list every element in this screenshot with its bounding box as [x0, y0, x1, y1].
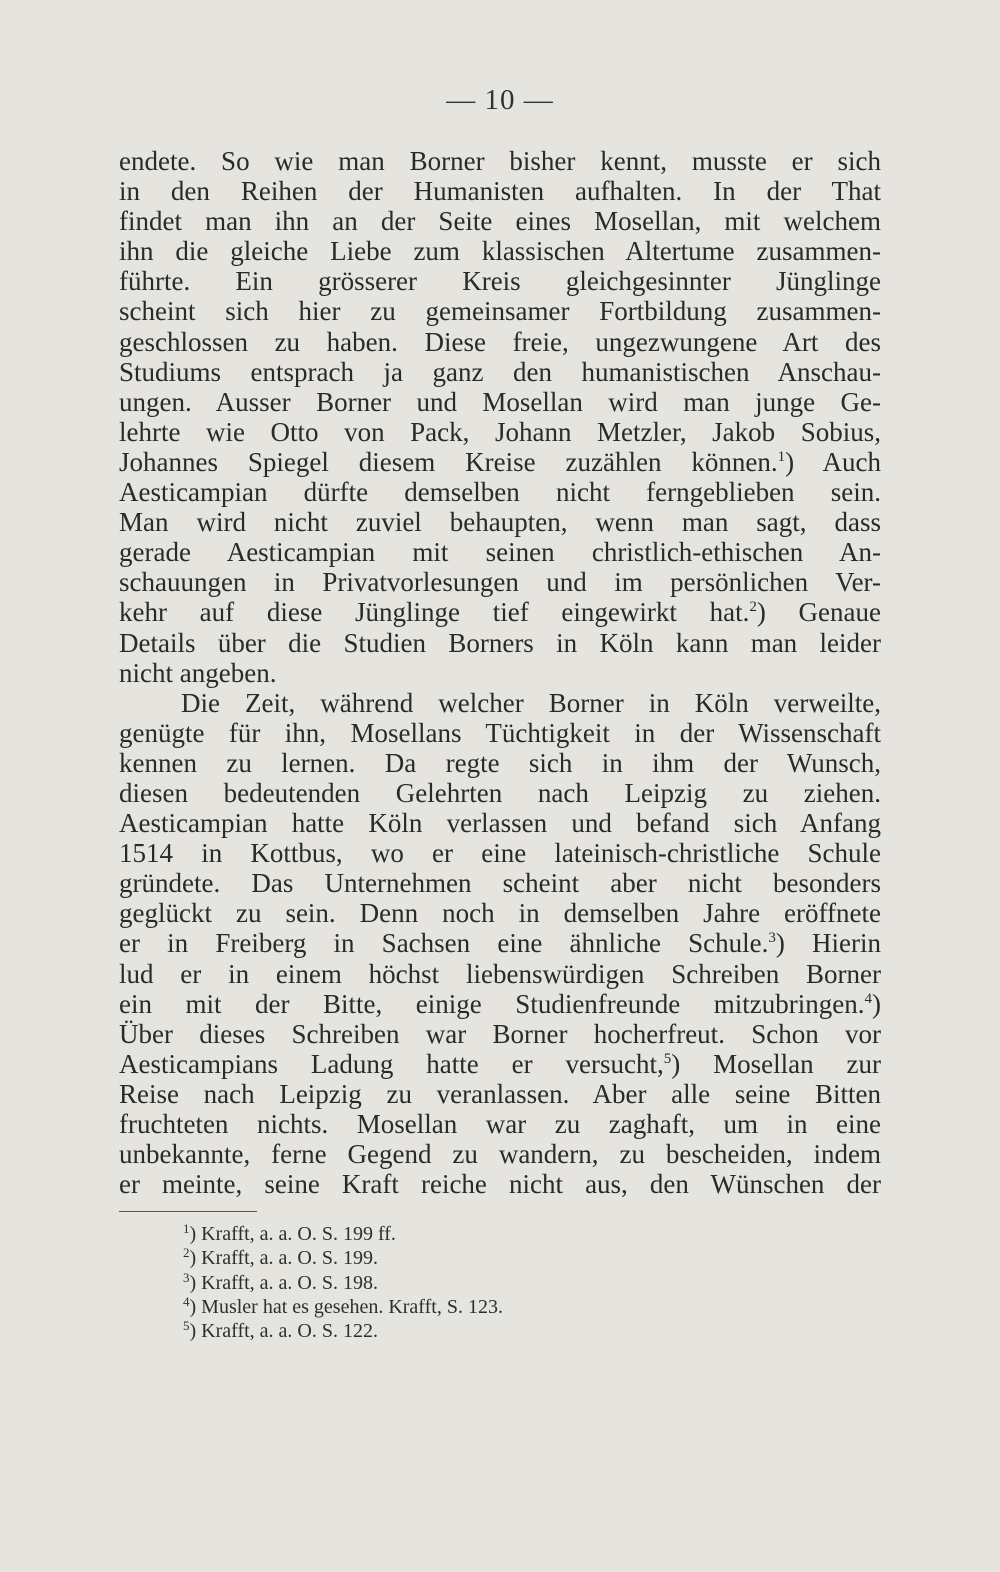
- footnote-mark: 3: [183, 1269, 190, 1285]
- footnote-text: ) Musler hat es gesehen. Krafft, S. 123.: [189, 1295, 503, 1318]
- footnote-2: [183, 1246, 503, 1270]
- text-line: gerade Aesticampian mit seinen christlich-ethischen An-: [119, 537, 881, 568]
- footnote-reference-1[interactable]: 1: [777, 448, 786, 465]
- text-line: 1514 in Kottbus, wo er eine lateinisch-christliche Schule: [119, 838, 881, 869]
- text-line: führte. Ein grösserer Kreis gleichgesinnter Jünglinge: [119, 266, 881, 297]
- text-line: [119, 447, 881, 477]
- footnote-mark: 1: [183, 1221, 190, 1236]
- footnote-reference-5[interactable]: 5: [663, 1050, 672, 1067]
- text-line: kennen zu lernen. Da regte sich in ihm der Wunsch,: [119, 747, 881, 778]
- text-segment: ) Mosellan zur: [671, 1048, 881, 1079]
- text-line: gründete. Das Unternehmen scheint aber nicht besonders: [119, 868, 881, 899]
- footnote-3: [183, 1271, 503, 1295]
- text-line: Man wird nicht zuviel behaupten, wenn man sagt, dass: [119, 507, 881, 538]
- text-line: genügte für ihn, Mosellans Tüchtigkeit in der Wissenschaft: [119, 717, 881, 748]
- footnotes: [183, 1222, 503, 1343]
- footnote-text: ) Krafft, a. a. O. S. 122.: [189, 1320, 378, 1343]
- text-line: nicht angeben.: [119, 657, 277, 688]
- footnote-5: [183, 1319, 503, 1343]
- text-line: endete. So wie man Borner bisher kennt, musste er sich: [119, 146, 881, 176]
- footnote-text: ) Krafft, a. a. O. S. 199.: [189, 1247, 378, 1270]
- footnote-divider: [119, 1211, 257, 1212]
- footnote-reference-3[interactable]: 3: [768, 930, 776, 947]
- text-line: er meinte, seine Kraft reiche nicht aus, den Wünschen der: [119, 1169, 881, 1200]
- text-line: geschlossen zu haben. Diese freie, ungezwungene Art des: [119, 326, 881, 357]
- text-line: [119, 597, 881, 627]
- text-line: lud er in einem höchst liebenswürdigen Schreiben Borner: [119, 958, 881, 989]
- text-segment: ): [872, 988, 881, 1019]
- footnote-1: [183, 1222, 503, 1246]
- text-segment: Johannes Spiegel diesem Kreise zuzählen können.: [119, 446, 778, 477]
- footnote-reference-4[interactable]: 4: [864, 990, 872, 1007]
- text-line: lehrte wie Otto von Pack, Johann Metzler, Jakob Sobius,: [119, 416, 881, 447]
- text-segment: Aesticampians Ladung hatte er versucht,: [119, 1048, 664, 1079]
- footnote-mark: 5: [183, 1318, 190, 1334]
- text-line: unbekannte, ferne Gegend zu wandern, zu bescheiden, indem: [119, 1139, 881, 1170]
- text-line: Details über die Studien Borners in Köln kann man leider: [119, 627, 881, 658]
- text-line: Über dieses Schreiben war Borner hocherfreut. Schon vor: [119, 1018, 881, 1049]
- text-line: Studiums entsprach ja ganz den humanistischen Anschau-: [119, 356, 881, 387]
- text-line: schauungen in Privatvorlesungen und im persönlichen Ver-: [119, 567, 881, 598]
- text-line: Reise nach Leipzig zu veranlassen. Aber alle seine Bitten: [119, 1078, 881, 1109]
- text-line: fruchteten nichts. Mosellan war zu zaghaft, um in eine: [119, 1109, 881, 1139]
- text-segment: er in Freiberg in Sachsen eine ähnliche Schule.: [119, 928, 769, 959]
- footnote-text: ) Krafft, a. a. O. S. 198.: [189, 1271, 378, 1294]
- text-line: [119, 989, 881, 1019]
- text-segment: kehr auf diese Jünglinge tief eingewirkt hat.: [119, 597, 750, 628]
- text-line: Die Zeit, während welcher Borner in Köln verweilte,: [181, 687, 881, 718]
- text-segment: ) Hierin: [775, 928, 882, 959]
- footnote-text: ) Krafft, a. a. O. S. 199 ff.: [189, 1223, 396, 1245]
- text-segment: ) Auch: [785, 446, 881, 477]
- text-line: ihn die gleiche Liebe zum klassischen Altertume zusammen-: [119, 236, 881, 267]
- footnote-mark: 2: [183, 1245, 190, 1261]
- text-line: in den Reihen der Humanisten aufhalten. In der That: [119, 176, 881, 207]
- text-line: findet man ihn an der Seite eines Mosellan, mit welchem: [119, 206, 881, 237]
- page-number: — 10 —: [446, 84, 554, 116]
- text-segment: ein mit der Bitte, einige Studienfreunde mitzubringen.: [119, 988, 865, 1019]
- text-line: [119, 928, 881, 958]
- footnote-4: [183, 1295, 503, 1319]
- text-segment: ) Genaue: [756, 597, 881, 628]
- body-text: [119, 146, 881, 1199]
- footnote-mark: 4: [183, 1293, 190, 1309]
- text-line: [119, 1049, 881, 1079]
- text-line: scheint sich hier zu gemeinsamer Fortbildung zusammen-: [119, 296, 881, 327]
- footnote-reference-2[interactable]: 2: [749, 599, 757, 616]
- text-line: geglückt zu sein. Denn noch in demselben Jahre eröffnete: [119, 898, 881, 929]
- text-line: Aesticampian dürfte demselben nicht ferngeblieben sein.: [119, 477, 881, 508]
- text-line: ungen. Ausser Borner und Mosellan wird man junge Ge-: [119, 386, 881, 417]
- text-line: Aesticampian hatte Köln verlassen und befand sich Anfang: [119, 808, 881, 839]
- text-line: diesen bedeutenden Gelehrten nach Leipzig zu ziehen.: [119, 777, 881, 808]
